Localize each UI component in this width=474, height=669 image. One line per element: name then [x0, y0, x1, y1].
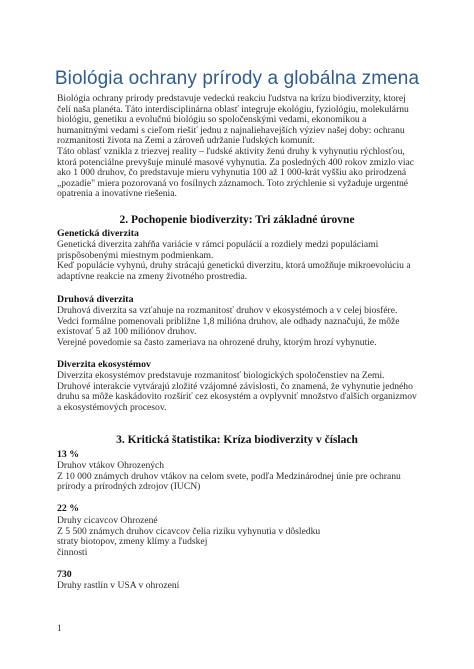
text-line: adaptívne reakcie na zmeny životného prostredia.	[57, 270, 248, 282]
page-number: 1	[57, 623, 62, 634]
text-line: Druhov vtákov Ohrozených	[57, 460, 165, 471]
text-line: Genetická diverzita zahŕňa variácie v rámci populácií a rozdiely medzi populáciami	[57, 239, 379, 250]
stat-description	[57, 516, 427, 558]
text-line: druhu sa môže kaskádovito rozšíriť cez ekosystém a ovplyvniť množstvo ďalších organizmov	[57, 391, 417, 403]
stat-description	[57, 581, 427, 592]
stat-description	[57, 461, 427, 493]
text-line: Druhové interakcie vytvárajú zložité vzájomné závislosti, čo znamená, že vyhynutie jedného	[57, 380, 413, 392]
text-line: Druhy rastlín v USA v ohrození	[57, 580, 180, 591]
text-line: existovať 5 až 100 miliónov druhov.	[57, 326, 197, 338]
stat-value: 13 %	[57, 449, 80, 460]
text-line: Biológia ochrany prírody predstavuje vedeckú reakciu ľudstva na krízu biodiverzity, ktorej	[57, 93, 406, 104]
text-line: Diverzita ekosystémov predstavuje rozmanitosť biologických spoločenstiev na Zemi.	[57, 370, 385, 381]
genetic-diversity-heading: Genetická diverzita	[57, 228, 139, 239]
intro-paragraph	[57, 94, 427, 200]
text-line: Vedci formálne pomenovali približne 1,8 milióna druhov, ale odhady naznačujú, že môže	[57, 315, 400, 327]
text-line: humanitnými vedami s cieľom riešiť jednu z najnaliehavejších výziev našej doby: ochranu	[57, 124, 405, 136]
section-2-heading: 2. Pochopenie biodiverzity: Tri základné úrovne	[119, 214, 355, 226]
section-3-heading: 3. Kritická štatistika: Kríza biodiverzity v číslach	[116, 434, 358, 446]
text-line: prírody a prírodných zdrojov (IUCN)	[57, 481, 201, 493]
text-line: opatrenia a inovatívne riešenia.	[57, 188, 177, 200]
text-line: straty biotopov, zmeny klímy a ľudskej	[57, 536, 208, 548]
text-line: ktorá potenciálne prevyšuje minulé masové vyhynutia. Za posledných 400 rokov zmizlo viac	[57, 156, 415, 168]
text-line: Druhy cicavcov Ohrozené	[57, 515, 158, 526]
text-line: Z 5 500 známych druhov cicavcov čelia riziku vyhynutia v dôsledku	[57, 525, 321, 537]
ecosystem-diversity-heading: Diverzita ekosystémov	[57, 359, 151, 370]
text-line: čelí naša planéta. Táto interdisciplinárna oblasť integruje ekológiu, fyziológiu, molekulárnu	[57, 103, 409, 115]
text-line: ako 1 000 druhov, čo predstavuje mieru vyhynutia 100 až 1 000-krát vyššiu ako prirodzená	[57, 167, 407, 179]
text-line: činnosti	[57, 546, 88, 558]
text-line: Táto oblasť vznikla z triezvej reality – ľudské aktivity ženú druhy k vyhynutiu rýchlosťou,	[57, 145, 405, 157]
text-line: Keď populácie vyhynú, druhy strácajú genetickú diverzitu, ktorá umožňuje mikroevolúciu a	[57, 260, 411, 272]
text-line: a ekosystémových procesov.	[57, 401, 167, 413]
species-diversity-paragraph	[57, 306, 427, 348]
ecosystem-diversity-paragraph	[57, 371, 427, 413]
text-line: Verejné povedomie sa často zameriava na ohrozené druhy, ktorým hrozí vyhynutie.	[57, 336, 377, 348]
text-line: Z 10 000 známych druhov vtákov na celom svete, podľa Medzinárodnej únie pre ochranu	[57, 470, 401, 482]
stat-value: 730	[57, 569, 72, 580]
text-line: biológiu, genetiku a evolučnú biológiu so spoločenskými vedami, ekonomikou a	[57, 114, 367, 126]
text-line: „pozadie" miera pozorovaná vo fosílnych záznamoch. Toto zrýchlenie si vyžaduje urgentné	[57, 177, 409, 189]
page-title: Biológia ochrany prírody a globálna zmena	[54, 68, 420, 89]
genetic-diversity-paragraph	[57, 240, 427, 282]
text-line: Druhová diverzita sa vzťahuje na rozmanitosť druhov v ekosystémoch a v celej biosfére.	[57, 305, 398, 316]
species-diversity-heading: Druhová diverzita	[57, 294, 134, 305]
text-line: rozmanitosti života na Zemi a zároveň udržanie ľudských komunít.	[57, 135, 315, 147]
stat-value: 22 %	[57, 503, 80, 514]
text-line: prispôsobenými miestnym podmienkam.	[57, 249, 214, 261]
